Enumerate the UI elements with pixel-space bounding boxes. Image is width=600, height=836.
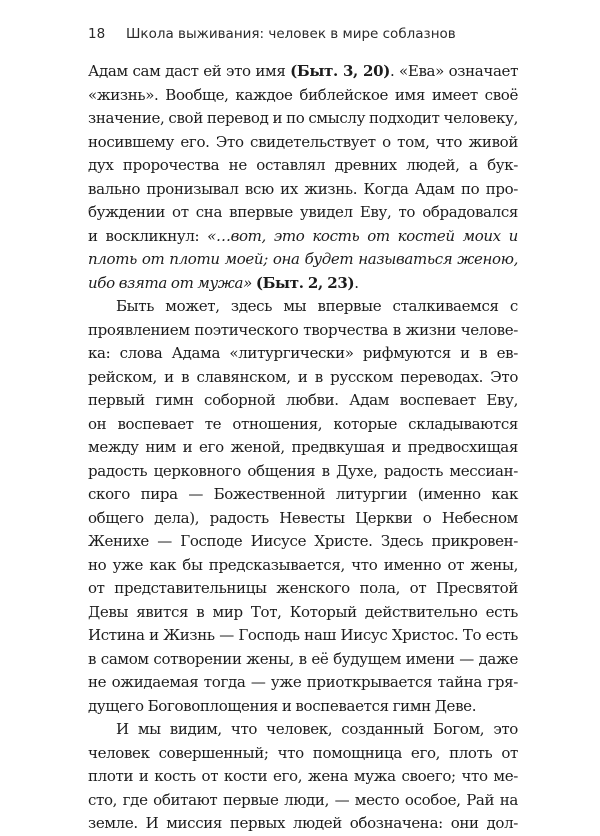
text-run: от представительницы женского пола, от Пресвятой (88, 579, 518, 597)
text-line (88, 154, 518, 178)
scripture-quote: «…вот, это кость от костей моих и (207, 226, 518, 245)
body-text (88, 60, 518, 836)
text-run: дущего Боговоплощения и воспевается гимн Деве. (88, 696, 477, 715)
text-line (88, 295, 518, 319)
text-run: носившему его. Это свидетельствует о том, что живой (88, 132, 518, 151)
text-run: значение, свой перевод и по смыслу подходит человеку, (88, 109, 518, 127)
text-run: и воскликнул: (88, 226, 208, 245)
bible-reference: (Быт. 2, 23) (255, 273, 355, 292)
text-run: плоти и кость от кости его, жена мужа своего; что ме- (88, 767, 518, 785)
text-line (88, 671, 518, 695)
text-run: «жизнь». Вообще, каждое библейское имя имеет своё (88, 85, 518, 104)
text-run: Девы явится в мир Тот, Который действительно есть (88, 602, 518, 621)
text-run: первый гимн соборной любви. Адам воспевает Еву, (88, 391, 518, 409)
text-run: И мы видим, что человек, созданный Богом, это (116, 720, 518, 738)
text-line (88, 84, 518, 108)
text-run: дух пророчества не оставлял древних людей, а бук- (88, 156, 518, 174)
text-line (88, 695, 518, 719)
text-run: в самом сотворении жены, в её будущем имени — даже (88, 649, 518, 668)
text-run: Женихе — Господе Иисусе Христе. Здесь прикровен- (88, 532, 518, 550)
text-run: Быть может, здесь мы впервые сталкиваемся с (116, 297, 518, 315)
text-line (88, 131, 518, 155)
text-run: проявлением поэтического творчества в жизни челове- (88, 320, 518, 339)
running-title: Школа выживания: человек в мире соблазнов (126, 26, 456, 42)
scripture-quote: ибо взята от мужа» (88, 273, 256, 292)
text-run: Адам сам даст ей это имя (88, 62, 291, 80)
text-run: . «Ева» означает (389, 62, 519, 80)
text-run: не ожидаемая тогда — уже приоткрывается тайна гря- (88, 673, 518, 691)
text-run: но уже как бы предсказывается, что именно от жены, (88, 555, 518, 574)
text-line (88, 577, 518, 601)
text-line (88, 742, 518, 766)
text-line (88, 319, 518, 343)
text-run: буждении от сна впервые увидел Еву, то обрадовался (88, 203, 518, 221)
text-run: он воспевает те отношения, которые складываются (88, 414, 518, 433)
text-run: между ним и его женой, предвкушая и предвосхищая (88, 438, 518, 456)
text-line (88, 201, 518, 225)
text-line (88, 178, 518, 202)
text-line (88, 530, 518, 554)
text-line (88, 460, 518, 484)
running-header (88, 26, 456, 42)
text-line (88, 366, 518, 390)
text-line (88, 765, 518, 789)
text-run: . (354, 273, 359, 292)
text-line (88, 413, 518, 437)
page-number: 18 (88, 26, 106, 42)
text-line (88, 624, 518, 648)
text-line (88, 601, 518, 625)
text-line (88, 507, 518, 531)
text-run: сто, где обитают первые люди, — место особое, Рай на (88, 790, 518, 809)
text-run: общего дела), радость Невесты Церкви о Небесном (88, 508, 518, 527)
text-line (88, 342, 518, 366)
text-line (88, 812, 518, 836)
text-line (88, 718, 518, 742)
text-run: Истина и Жизнь — Господь наш Иисус Христос. То есть (88, 626, 518, 644)
bible-reference: (Быт. 3, 20) (290, 62, 390, 80)
text-line (88, 789, 518, 813)
text-run: ского пира — Божественной литургии (именно как (88, 485, 518, 503)
text-run: рейском, и в славянском, и в русском переводах. Это (88, 367, 518, 386)
text-run: человек совершенный; что помощница его, плоть от (88, 743, 518, 762)
text-run: земле. И миссия первых людей обозначена: они дол- (88, 814, 518, 832)
scripture-quote: плоть от плоти моей; она будет называться женою, (88, 250, 518, 268)
text-run: вально пронизывал всю их жизнь. Когда Адам по про- (88, 179, 518, 198)
text-line (88, 554, 518, 578)
text-line (88, 225, 518, 249)
text-run: радость церковного общения в Духе, радость мессиан- (88, 461, 518, 480)
text-run: ка: слова Адама «литургически» рифмуются и в ев- (88, 344, 518, 362)
text-line (88, 436, 518, 460)
text-line (88, 272, 518, 296)
text-line (88, 648, 518, 672)
text-line (88, 248, 518, 272)
text-line (88, 107, 518, 131)
text-line (88, 483, 518, 507)
text-line (88, 60, 518, 84)
text-line (88, 389, 518, 413)
